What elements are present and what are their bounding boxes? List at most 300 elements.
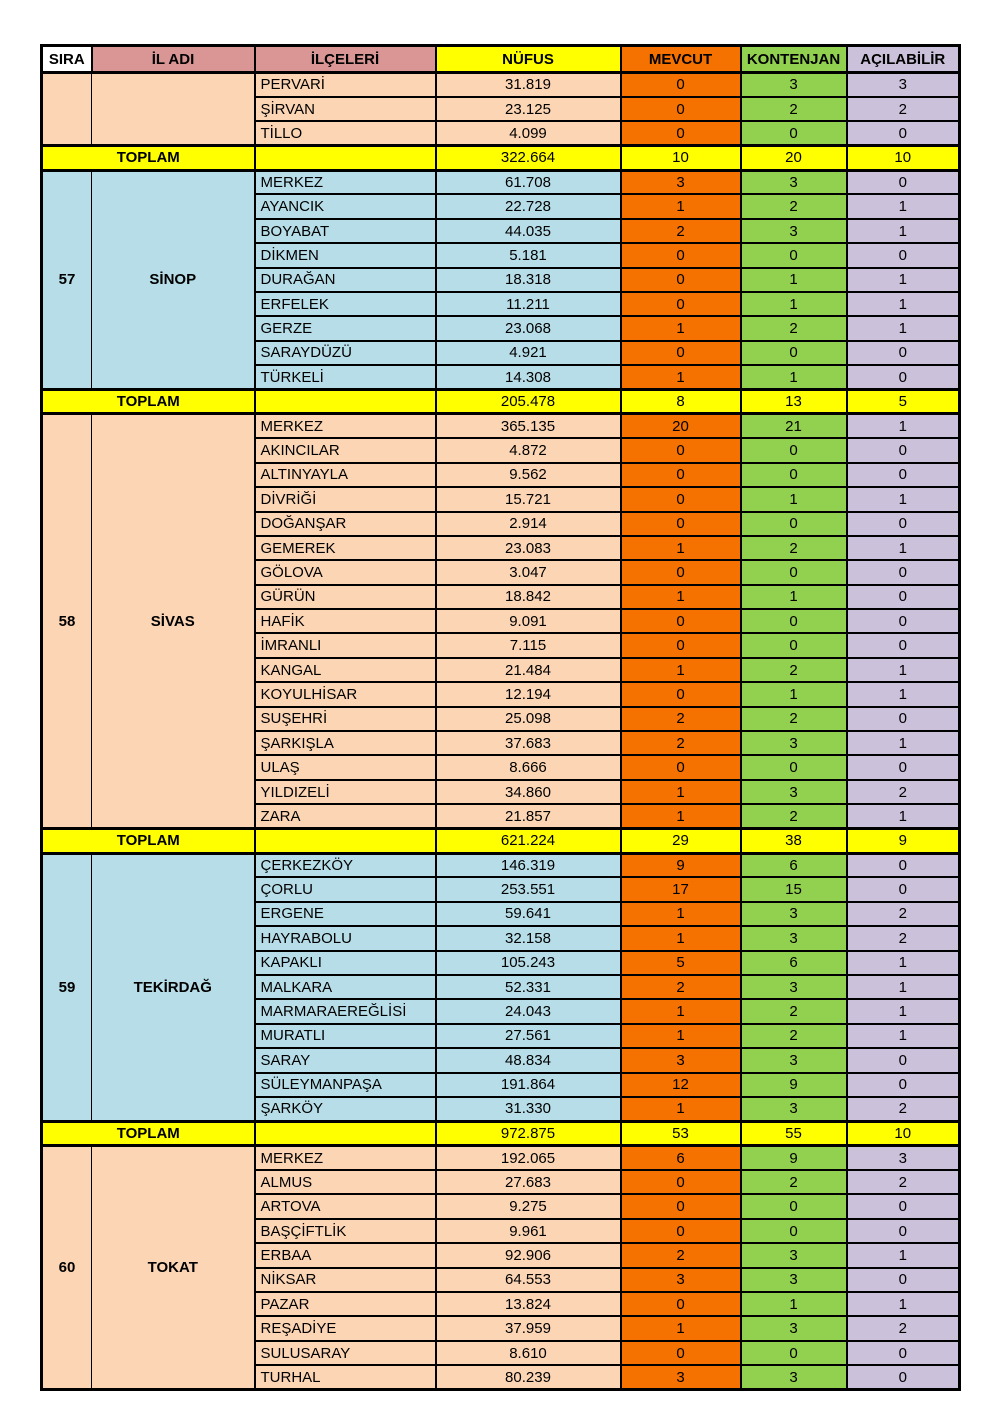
acilabilir-cell: 1 (847, 975, 960, 999)
district-name-cell: DURAĞAN (255, 268, 436, 292)
population-cell: 44.035 (436, 219, 621, 243)
acilabilir-cell: 1 (847, 1024, 960, 1048)
acilabilir-cell: 1 (847, 731, 960, 755)
province-number-cell: 59 (42, 853, 92, 1121)
population-cell: 27.561 (436, 1024, 621, 1048)
population-cell: 365.135 (436, 414, 621, 438)
population-cell: 48.834 (436, 1048, 621, 1072)
mevcut-cell: 1 (621, 585, 741, 609)
column-header-mevcut: MEVCUT (621, 46, 741, 73)
district-name-cell: YILDIZELİ (255, 780, 436, 804)
district-name-cell: HAFİK (255, 609, 436, 633)
population-cell: 59.641 (436, 902, 621, 926)
population-cell: 64.553 (436, 1268, 621, 1292)
district-name-cell: DİVRİĞİ (255, 487, 436, 511)
population-cell: 37.683 (436, 731, 621, 755)
mevcut-cell: 12 (621, 1073, 741, 1097)
district-name-cell: MERKEZ (255, 1146, 436, 1170)
acilabilir-cell: 1 (847, 804, 960, 828)
district-name-cell: GÜRÜN (255, 585, 436, 609)
district-name-cell: SULUSARAY (255, 1341, 436, 1365)
kontenjan-cell: 2 (741, 804, 847, 828)
district-name-cell: KAPAKLI (255, 951, 436, 975)
district-name-cell: KANGAL (255, 658, 436, 682)
acilabilir-cell: 3 (847, 1146, 960, 1170)
population-cell: 14.308 (436, 365, 621, 389)
district-name-cell: ŞİRVAN (255, 97, 436, 121)
acilabilir-cell: 2 (847, 926, 960, 950)
district-row (42, 170, 960, 194)
kontenjan-cell: 0 (741, 1219, 847, 1243)
district-name-cell: BAŞÇİFTLİK (255, 1219, 436, 1243)
province-number-cell (42, 73, 92, 146)
district-name-cell: HAYRABOLU (255, 926, 436, 950)
toplam-empty-cell (255, 1121, 436, 1145)
district-name-cell: MALKARA (255, 975, 436, 999)
acilabilir-cell: 0 (847, 1341, 960, 1365)
column-header-sira: SIRA (42, 46, 92, 73)
toplam-empty-cell (255, 146, 436, 170)
toplam-population-cell: 621.224 (436, 829, 621, 853)
kontenjan-cell: 1 (741, 1292, 847, 1316)
acilabilir-cell: 1 (847, 487, 960, 511)
column-header-kontenjan: KONTENJAN (741, 46, 847, 73)
population-cell: 22.728 (436, 194, 621, 218)
mevcut-cell: 1 (621, 1024, 741, 1048)
toplam-mevcut-cell: 29 (621, 829, 741, 853)
population-cell: 105.243 (436, 951, 621, 975)
population-cell: 92.906 (436, 1243, 621, 1267)
kontenjan-cell: 3 (741, 780, 847, 804)
toplam-empty-cell (255, 390, 436, 414)
district-name-cell: ERBAA (255, 1243, 436, 1267)
province-name-cell (92, 73, 255, 146)
district-name-cell: DİKMEN (255, 243, 436, 267)
kontenjan-cell: 6 (741, 853, 847, 877)
mevcut-cell: 2 (621, 219, 741, 243)
kontenjan-cell: 0 (741, 1341, 847, 1365)
acilabilir-cell: 0 (847, 1219, 960, 1243)
mevcut-cell: 0 (621, 341, 741, 365)
column-header-il-adi: İL ADI (92, 46, 255, 73)
acilabilir-cell: 0 (847, 463, 960, 487)
acilabilir-cell: 0 (847, 341, 960, 365)
toplam-acilabilir-cell: 5 (847, 390, 960, 414)
district-name-cell: ALTINYAYLA (255, 463, 436, 487)
population-cell: 5.181 (436, 243, 621, 267)
acilabilir-cell: 1 (847, 268, 960, 292)
district-name-cell: TİLLO (255, 121, 436, 145)
population-cell: 4.099 (436, 121, 621, 145)
district-name-cell: ULAŞ (255, 755, 436, 779)
kontenjan-cell: 2 (741, 316, 847, 340)
acilabilir-cell: 0 (847, 707, 960, 731)
district-name-cell: ERFELEK (255, 292, 436, 316)
mevcut-cell: 0 (621, 1341, 741, 1365)
toplam-label-cell: TOPLAM (42, 1121, 255, 1145)
kontenjan-cell: 9 (741, 1146, 847, 1170)
kontenjan-cell: 0 (741, 341, 847, 365)
kontenjan-cell: 3 (741, 1365, 847, 1389)
district-name-cell: AYANCIK (255, 194, 436, 218)
population-cell: 253.551 (436, 877, 621, 901)
kontenjan-cell: 3 (741, 1048, 847, 1072)
district-name-cell: SUŞEHRİ (255, 707, 436, 731)
district-name-cell: DOĞANŞAR (255, 512, 436, 536)
mevcut-cell: 0 (621, 560, 741, 584)
population-cell: 191.864 (436, 1073, 621, 1097)
toplam-kontenjan-cell: 55 (741, 1121, 847, 1145)
kontenjan-cell: 0 (741, 463, 847, 487)
acilabilir-cell: 0 (847, 560, 960, 584)
population-cell: 12.194 (436, 682, 621, 706)
population-cell: 37.959 (436, 1316, 621, 1340)
kontenjan-cell: 0 (741, 633, 847, 657)
acilabilir-cell: 1 (847, 219, 960, 243)
population-cell: 24.043 (436, 999, 621, 1023)
district-name-cell: ŞARKÖY (255, 1097, 436, 1121)
acilabilir-cell: 1 (847, 536, 960, 560)
acilabilir-cell: 2 (847, 1097, 960, 1121)
kontenjan-cell: 1 (741, 585, 847, 609)
mevcut-cell: 6 (621, 1146, 741, 1170)
mevcut-cell: 0 (621, 97, 741, 121)
toplam-kontenjan-cell: 13 (741, 390, 847, 414)
mevcut-cell: 3 (621, 1268, 741, 1292)
mevcut-cell: 1 (621, 316, 741, 340)
mevcut-cell: 0 (621, 512, 741, 536)
population-cell: 25.098 (436, 707, 621, 731)
toplam-acilabilir-cell: 9 (847, 829, 960, 853)
kontenjan-cell: 0 (741, 609, 847, 633)
kontenjan-cell: 2 (741, 1024, 847, 1048)
kontenjan-cell: 0 (741, 1194, 847, 1218)
toplam-population-cell: 972.875 (436, 1121, 621, 1145)
kontenjan-cell: 1 (741, 682, 847, 706)
district-name-cell: PAZAR (255, 1292, 436, 1316)
district-name-cell: BOYABAT (255, 219, 436, 243)
mevcut-cell: 1 (621, 536, 741, 560)
kontenjan-cell: 2 (741, 707, 847, 731)
population-cell: 9.562 (436, 463, 621, 487)
acilabilir-cell: 0 (847, 1073, 960, 1097)
mevcut-cell: 2 (621, 707, 741, 731)
toplam-population-cell: 205.478 (436, 390, 621, 414)
population-cell: 8.610 (436, 1341, 621, 1365)
kontenjan-cell: 1 (741, 268, 847, 292)
mevcut-cell: 1 (621, 365, 741, 389)
province-name-cell: SİVAS (92, 414, 255, 829)
district-name-cell: ERGENE (255, 902, 436, 926)
population-cell: 9.091 (436, 609, 621, 633)
district-name-cell: NİKSAR (255, 1268, 436, 1292)
header-row (42, 46, 960, 73)
acilabilir-cell: 3 (847, 73, 960, 97)
district-name-cell: GEMEREK (255, 536, 436, 560)
toplam-row (42, 1121, 960, 1145)
kontenjan-cell: 3 (741, 1268, 847, 1292)
district-name-cell: PERVARİ (255, 73, 436, 97)
mevcut-cell: 0 (621, 755, 741, 779)
toplam-kontenjan-cell: 38 (741, 829, 847, 853)
toplam-mevcut-cell: 53 (621, 1121, 741, 1145)
population-cell: 15.721 (436, 487, 621, 511)
district-name-cell: İMRANLI (255, 633, 436, 657)
mevcut-cell: 0 (621, 1292, 741, 1316)
population-cell: 9.961 (436, 1219, 621, 1243)
district-name-cell: ÇORLU (255, 877, 436, 901)
toplam-population-cell: 322.664 (436, 146, 621, 170)
mevcut-cell: 1 (621, 902, 741, 926)
acilabilir-cell: 1 (847, 316, 960, 340)
mevcut-cell: 1 (621, 999, 741, 1023)
district-name-cell: AKINCILAR (255, 438, 436, 462)
acilabilir-cell: 2 (847, 780, 960, 804)
toplam-empty-cell (255, 829, 436, 853)
kontenjan-cell: 3 (741, 170, 847, 194)
mevcut-cell: 20 (621, 414, 741, 438)
acilabilir-cell: 2 (847, 1170, 960, 1194)
acilabilir-cell: 0 (847, 438, 960, 462)
population-cell: 192.065 (436, 1146, 621, 1170)
kontenjan-cell: 3 (741, 975, 847, 999)
acilabilir-cell: 1 (847, 414, 960, 438)
acilabilir-cell: 2 (847, 902, 960, 926)
kontenjan-cell: 3 (741, 73, 847, 97)
province-number-cell: 60 (42, 1146, 92, 1390)
kontenjan-cell: 0 (741, 121, 847, 145)
toplam-row (42, 146, 960, 170)
acilabilir-cell: 0 (847, 609, 960, 633)
district-name-cell: SÜLEYMANPAŞA (255, 1073, 436, 1097)
acilabilir-cell: 1 (847, 658, 960, 682)
population-cell: 146.319 (436, 853, 621, 877)
province-number-cell: 58 (42, 414, 92, 829)
population-cell: 80.239 (436, 1365, 621, 1389)
acilabilir-cell: 1 (847, 292, 960, 316)
toplam-label-cell: TOPLAM (42, 390, 255, 414)
mevcut-cell: 0 (621, 1170, 741, 1194)
toplam-row (42, 390, 960, 414)
mevcut-cell: 1 (621, 804, 741, 828)
province-number-cell: 57 (42, 170, 92, 390)
population-cell: 61.708 (436, 170, 621, 194)
mevcut-cell: 0 (621, 1219, 741, 1243)
kontenjan-cell: 3 (741, 1097, 847, 1121)
mevcut-cell: 2 (621, 1243, 741, 1267)
district-row (42, 414, 960, 438)
mevcut-cell: 0 (621, 292, 741, 316)
population-cell: 9.275 (436, 1194, 621, 1218)
kontenjan-cell: 2 (741, 536, 847, 560)
acilabilir-cell: 1 (847, 951, 960, 975)
mevcut-cell: 1 (621, 1097, 741, 1121)
acilabilir-cell: 0 (847, 243, 960, 267)
population-cell: 4.921 (436, 341, 621, 365)
column-header-nufus: NÜFUS (436, 46, 621, 73)
kontenjan-cell: 15 (741, 877, 847, 901)
kontenjan-cell: 0 (741, 560, 847, 584)
mevcut-cell: 5 (621, 951, 741, 975)
mevcut-cell: 0 (621, 73, 741, 97)
toplam-label-cell: TOPLAM (42, 829, 255, 853)
kontenjan-cell: 1 (741, 487, 847, 511)
population-cell: 27.683 (436, 1170, 621, 1194)
kontenjan-cell: 3 (741, 1316, 847, 1340)
column-header-acilabilir: AÇILABİLİR (847, 46, 960, 73)
mevcut-cell: 1 (621, 926, 741, 950)
province-name-cell: TEKİRDAĞ (92, 853, 255, 1121)
kontenjan-cell: 0 (741, 243, 847, 267)
population-cell: 23.083 (436, 536, 621, 560)
acilabilir-cell: 2 (847, 97, 960, 121)
acilabilir-cell: 0 (847, 1268, 960, 1292)
acilabilir-cell: 1 (847, 682, 960, 706)
acilabilir-cell: 0 (847, 755, 960, 779)
acilabilir-cell: 1 (847, 1292, 960, 1316)
kontenjan-cell: 0 (741, 755, 847, 779)
kontenjan-cell: 3 (741, 731, 847, 755)
toplam-kontenjan-cell: 20 (741, 146, 847, 170)
district-name-cell: KOYULHİSAR (255, 682, 436, 706)
district-name-cell: SARAYDÜZÜ (255, 341, 436, 365)
district-row (42, 1146, 960, 1170)
district-name-cell: ARTOVA (255, 1194, 436, 1218)
acilabilir-cell: 1 (847, 194, 960, 218)
district-name-cell: MERKEZ (255, 414, 436, 438)
mevcut-cell: 0 (621, 463, 741, 487)
acilabilir-cell: 0 (847, 1194, 960, 1218)
district-name-cell: REŞADİYE (255, 1316, 436, 1340)
acilabilir-cell: 0 (847, 512, 960, 536)
population-cell: 7.115 (436, 633, 621, 657)
mevcut-cell: 2 (621, 975, 741, 999)
kontenjan-cell: 3 (741, 926, 847, 950)
mevcut-cell: 0 (621, 438, 741, 462)
kontenjan-cell: 1 (741, 292, 847, 316)
toplam-mevcut-cell: 8 (621, 390, 741, 414)
population-cell: 18.318 (436, 268, 621, 292)
acilabilir-cell: 2 (847, 1316, 960, 1340)
district-name-cell: ALMUS (255, 1170, 436, 1194)
kontenjan-cell: 2 (741, 194, 847, 218)
mevcut-cell: 0 (621, 487, 741, 511)
mevcut-cell: 1 (621, 1316, 741, 1340)
table-body (42, 73, 960, 1390)
kontenjan-cell: 6 (741, 951, 847, 975)
mevcut-cell: 17 (621, 877, 741, 901)
province-name-cell: TOKAT (92, 1146, 255, 1390)
mevcut-cell: 1 (621, 780, 741, 804)
acilabilir-cell: 0 (847, 585, 960, 609)
district-name-cell: MERKEZ (255, 170, 436, 194)
population-cell: 23.125 (436, 97, 621, 121)
acilabilir-cell: 0 (847, 853, 960, 877)
district-row (42, 853, 960, 877)
kontenjan-cell: 0 (741, 438, 847, 462)
population-cell: 3.047 (436, 560, 621, 584)
kontenjan-cell: 3 (741, 219, 847, 243)
population-cell: 18.842 (436, 585, 621, 609)
acilabilir-cell: 0 (847, 170, 960, 194)
mevcut-cell: 1 (621, 658, 741, 682)
district-row (42, 73, 960, 97)
district-name-cell: ŞARKIŞLA (255, 731, 436, 755)
kontenjan-cell: 1 (741, 365, 847, 389)
province-name-cell: SİNOP (92, 170, 255, 390)
kontenjan-cell: 2 (741, 999, 847, 1023)
toplam-acilabilir-cell: 10 (847, 1121, 960, 1145)
district-name-cell: MURATLI (255, 1024, 436, 1048)
spreadsheet-page (40, 44, 961, 1391)
mevcut-cell: 0 (621, 633, 741, 657)
population-cell: 13.824 (436, 1292, 621, 1316)
district-name-cell: MARMARAEREĞLİSİ (255, 999, 436, 1023)
district-name-cell: SARAY (255, 1048, 436, 1072)
population-cell: 21.857 (436, 804, 621, 828)
population-cell: 34.860 (436, 780, 621, 804)
population-cell: 31.819 (436, 73, 621, 97)
acilabilir-cell: 1 (847, 1243, 960, 1267)
mevcut-cell: 9 (621, 853, 741, 877)
kontenjan-cell: 2 (741, 658, 847, 682)
acilabilir-cell: 0 (847, 365, 960, 389)
population-cell: 8.666 (436, 755, 621, 779)
mevcut-cell: 3 (621, 170, 741, 194)
mevcut-cell: 0 (621, 243, 741, 267)
district-name-cell: TÜRKELİ (255, 365, 436, 389)
district-name-cell: TURHAL (255, 1365, 436, 1389)
population-cell: 23.068 (436, 316, 621, 340)
mevcut-cell: 0 (621, 609, 741, 633)
mevcut-cell: 2 (621, 731, 741, 755)
population-cell: 31.330 (436, 1097, 621, 1121)
acilabilir-cell: 1 (847, 999, 960, 1023)
district-name-cell: GERZE (255, 316, 436, 340)
acilabilir-cell: 0 (847, 1365, 960, 1389)
kontenjan-cell: 3 (741, 902, 847, 926)
population-cell: 52.331 (436, 975, 621, 999)
kontenjan-cell: 2 (741, 1170, 847, 1194)
column-header-ilceleri: İLÇELERİ (255, 46, 436, 73)
data-table (40, 44, 961, 1391)
toplam-mevcut-cell: 10 (621, 146, 741, 170)
district-name-cell: ÇERKEZKÖY (255, 853, 436, 877)
population-cell: 2.914 (436, 512, 621, 536)
toplam-row (42, 829, 960, 853)
district-name-cell: GÖLOVA (255, 560, 436, 584)
toplam-label-cell: TOPLAM (42, 146, 255, 170)
kontenjan-cell: 21 (741, 414, 847, 438)
population-cell: 11.211 (436, 292, 621, 316)
table-header (42, 46, 960, 73)
population-cell: 21.484 (436, 658, 621, 682)
mevcut-cell: 0 (621, 1194, 741, 1218)
population-cell: 4.872 (436, 438, 621, 462)
kontenjan-cell: 3 (741, 1243, 847, 1267)
mevcut-cell: 3 (621, 1365, 741, 1389)
acilabilir-cell: 0 (847, 121, 960, 145)
kontenjan-cell: 9 (741, 1073, 847, 1097)
mevcut-cell: 0 (621, 682, 741, 706)
mevcut-cell: 1 (621, 194, 741, 218)
kontenjan-cell: 0 (741, 512, 847, 536)
population-cell: 32.158 (436, 926, 621, 950)
toplam-acilabilir-cell: 10 (847, 146, 960, 170)
acilabilir-cell: 0 (847, 877, 960, 901)
mevcut-cell: 3 (621, 1048, 741, 1072)
acilabilir-cell: 0 (847, 1048, 960, 1072)
